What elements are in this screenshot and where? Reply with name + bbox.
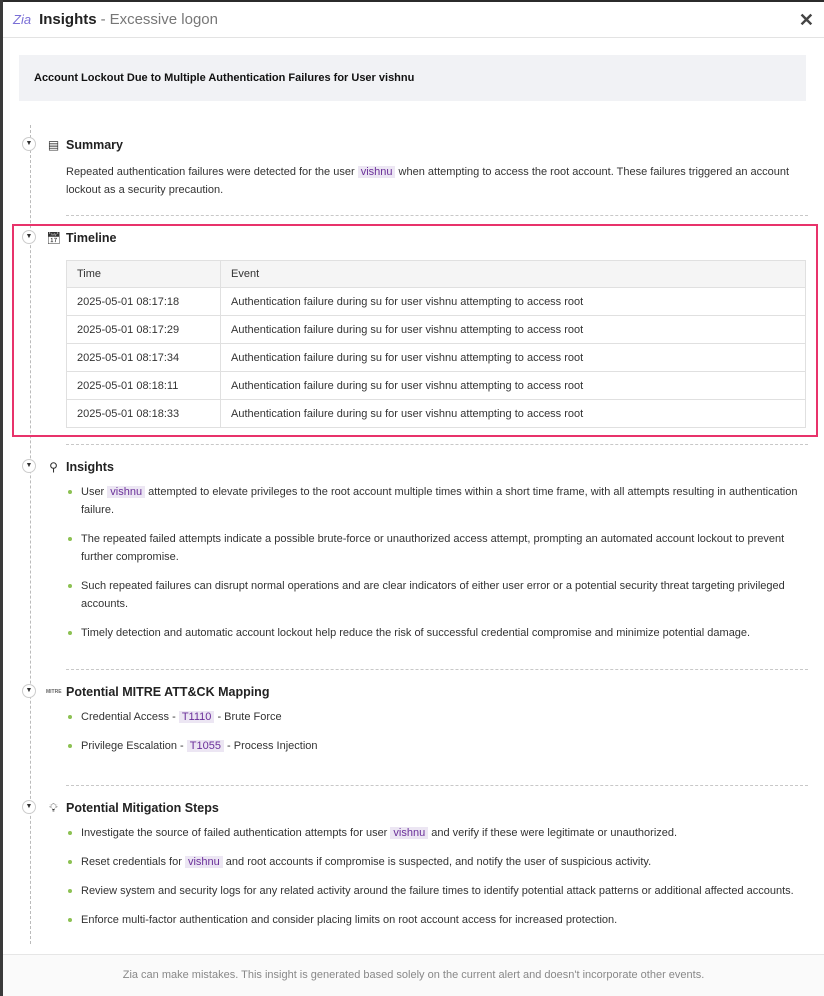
list-item: Credential Access - T1110 - Brute Force: [66, 708, 808, 726]
section-title: Potential MITRE ATT&CK Mapping: [66, 685, 270, 699]
table-row: 2025-05-01 08:17:29 Authentication failure during su for user vishnu attempting to access root: [67, 316, 806, 344]
table-row: 2025-05-01 08:18:33 Authentication failure during su for user vishnu attempting to access root: [67, 400, 806, 428]
list-item: Privilege Escalation - T1055 - Process Injection: [66, 737, 808, 755]
summary-section: [25, 123, 808, 216]
list-item: The repeated failed attempts indicate a possible brute-force or unauthorized access attempt, prompting an automated account lockout to prevent further compromise.: [66, 530, 808, 566]
column-header: Time: [67, 261, 221, 288]
lightbulb-icon: 💡︎: [49, 800, 58, 815]
insights-section: [25, 445, 808, 670]
timeline-rail: [30, 125, 31, 944]
user-highlight: vishnu: [358, 166, 396, 178]
section-title: Potential Mitigation Steps: [66, 801, 219, 815]
list-item: Review system and security logs for any related activity around the failure times to identify potential attack patterns or additional affected accounts.: [66, 882, 808, 900]
list-item: User vishnu attempted to elevate privileges to the root account multiple times within a short time frame, with all attempts resulting in authentication failure.: [66, 483, 808, 519]
collapse-toggle-icon[interactable]: ▼: [22, 230, 36, 244]
section-title: Summary: [66, 138, 123, 152]
title-separator: -: [100, 11, 106, 28]
list-item: Reset credentials for vishnu and root accounts if compromise is suspected, and notify the user of suspicious activity.: [66, 853, 808, 871]
table-row: 2025-05-01 08:17:34 Authentication failure during su for user vishnu attempting to access root: [67, 344, 806, 372]
section-title: Timeline: [66, 231, 117, 245]
calendar-icon: 📅︎: [46, 231, 62, 245]
disclaimer-footer: Zia can make mistakes. This insight is generated based solely on the current alert and doesn't incorporate other events.: [3, 954, 824, 996]
mitre-logo-icon: MITRE: [46, 689, 62, 695]
mitre-section: [25, 670, 808, 786]
close-icon[interactable]: ✕: [798, 10, 814, 30]
collapse-toggle-icon[interactable]: ▼: [22, 800, 36, 814]
list-item: Enforce multi-factor authentication and consider placing limits on root account access for increased protection.: [66, 911, 808, 929]
column-header: Event: [221, 261, 806, 288]
insight-headline: Account Lockout Due to Multiple Authentication Failures for User vishnu: [19, 55, 806, 101]
collapse-toggle-icon[interactable]: ▼: [22, 459, 36, 473]
collapse-toggle-icon[interactable]: ▼: [22, 137, 36, 151]
table-row: 2025-05-01 08:17:18 Authentication failure during su for user vishnu attempting to access root: [67, 288, 806, 316]
timeline-table: [66, 260, 806, 428]
collapse-toggle-icon[interactable]: ▼: [22, 684, 36, 698]
notebook-icon: ▤: [47, 138, 60, 152]
mitigation-section: [25, 786, 808, 944]
title-bar: [3, 2, 824, 38]
list-item: Such repeated failures can disrupt normal operations and are clear indicators of either user error or a potential security threat targeting privileged accounts.: [66, 577, 808, 613]
dialog-title: Insights: [39, 11, 97, 28]
dialog-subtitle: Excessive logon: [109, 11, 218, 28]
summary-text: Repeated authentication failures were detected for the user vishnu when attempting to access the root account. These failures triggered an account lockout as a security precaution.: [66, 166, 790, 196]
list-item: Timely detection and automatic account lockout help reduce the risk of successful credential compromise and minimize potential damage.: [66, 624, 808, 642]
search-icon: ⚲: [49, 460, 58, 474]
list-item: Investigate the source of failed authentication attempts for user vishnu and verify if these were legitimate or unauthorized.: [66, 824, 808, 842]
timeline-section: [25, 216, 808, 445]
content-scroll-area[interactable]: [3, 39, 824, 944]
zia-logo-icon: Zia: [13, 12, 32, 27]
section-title: Insights: [66, 460, 114, 474]
insights-dialog: [3, 0, 824, 996]
table-row: 2025-05-01 08:18:11 Authentication failure during su for user vishnu attempting to access root: [67, 372, 806, 400]
